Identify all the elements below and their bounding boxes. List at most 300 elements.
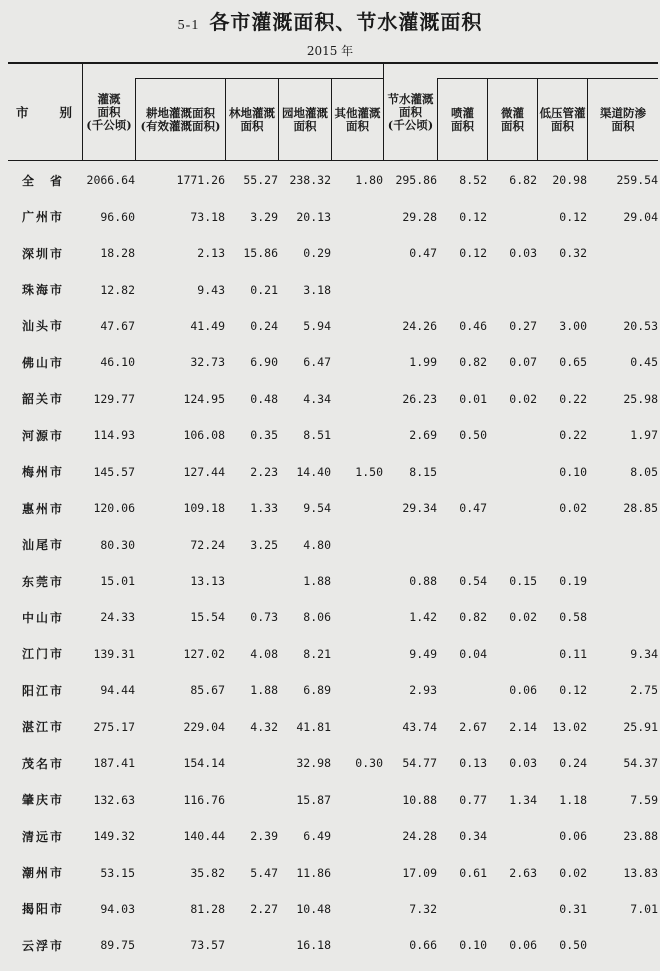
table-row [8, 381, 658, 417]
cell-value: 275.17 [93, 719, 135, 734]
header-line: (千公顷) [387, 117, 434, 132]
cell-value: 0.66 [409, 938, 437, 953]
cell-value: 0.02 [509, 610, 537, 625]
cell-value: 0.21 [250, 282, 278, 297]
cell-value: 0.61 [459, 865, 487, 880]
cell-value [487, 271, 537, 307]
cell-value: 0.45 [630, 355, 658, 370]
cell-value: 120.06 [93, 501, 135, 516]
header-farmland-irrigation [136, 79, 225, 160]
table-row [8, 854, 658, 890]
cell-value: 26.23 [402, 391, 437, 406]
cell-value: 13.13 [190, 574, 225, 589]
cell-value: 0.50 [459, 428, 487, 443]
cell-value [587, 599, 658, 635]
city-name: 汕尾市 [22, 538, 65, 553]
table-row [8, 891, 658, 927]
cell-value: 0.03 [509, 246, 537, 261]
city-name: 江门市 [22, 647, 65, 662]
header-sprinkler [438, 79, 487, 160]
cell-value: 127.02 [183, 646, 225, 661]
header-irrigation-area [83, 64, 135, 160]
header-city [8, 64, 82, 160]
cell-value: 0.12 [559, 209, 587, 224]
cell-value: 29.04 [623, 209, 658, 224]
cell-value [587, 563, 658, 599]
cell-value [437, 526, 487, 562]
cell-value: 0.06 [509, 938, 537, 953]
header-line: 耕地灌溉面积 [146, 105, 215, 120]
cell-value: 73.18 [190, 209, 225, 224]
header-bottom-rule [8, 160, 658, 161]
table-row [8, 636, 658, 672]
cell-value: 0.02 [559, 865, 587, 880]
cell-value: 0.88 [409, 574, 437, 589]
city-name: 揭阳市 [22, 902, 65, 917]
cell-value: 24.26 [402, 318, 437, 333]
cell-value: 0.02 [559, 501, 587, 516]
cell-value [487, 818, 537, 854]
city-name: 云浮市 [22, 938, 65, 953]
cell-value: 0.04 [459, 646, 487, 661]
cell-value: 7.59 [630, 792, 658, 807]
cell-value [331, 198, 383, 234]
cell-value: 29.34 [402, 501, 437, 516]
cell-value: 15.86 [243, 246, 278, 261]
header-line: 面积 [346, 118, 369, 133]
header-low-pressure-pipe [538, 79, 587, 160]
header-line: 面积 [399, 104, 422, 119]
cell-value [331, 271, 383, 307]
cell-value: 41.49 [190, 318, 225, 333]
cell-value: 0.47 [409, 246, 437, 261]
cell-value [331, 344, 383, 380]
header-line: 节水灌溉 [387, 91, 434, 106]
table-row [8, 672, 658, 708]
cell-value [331, 891, 383, 927]
cell-value: 32.73 [190, 355, 225, 370]
cell-value: 0.13 [459, 756, 487, 771]
cell-value [225, 781, 278, 817]
cell-value: 0.06 [559, 829, 587, 844]
city-name: 东莞市 [22, 574, 65, 589]
cell-value [331, 854, 383, 890]
cell-value: 132.63 [93, 792, 135, 807]
cell-value [487, 417, 537, 453]
cell-value: 0.82 [459, 355, 487, 370]
cell-value: 0.03 [509, 756, 537, 771]
cell-value [331, 526, 383, 562]
cell-value [225, 927, 278, 963]
cell-value: 0.12 [459, 246, 487, 261]
table-row [8, 308, 658, 344]
cell-value: 13.02 [552, 719, 587, 734]
cell-value: 0.47 [459, 501, 487, 516]
cell-value [331, 490, 383, 526]
cell-value: 72.24 [190, 537, 225, 552]
cell-value [487, 891, 537, 927]
cell-value: 9.54 [303, 501, 331, 516]
city-name: 肇庆市 [22, 793, 65, 808]
cell-value: 140.44 [183, 829, 225, 844]
header-line: 面积 [551, 118, 574, 133]
cell-value: 9.43 [197, 282, 225, 297]
cell-value: 89.75 [100, 938, 135, 953]
header-city-label: 市 别 [15, 104, 74, 120]
cell-value: 15.54 [190, 610, 225, 625]
cell-value [587, 927, 658, 963]
cell-value: 8.06 [303, 610, 331, 625]
city-name: 茂名市 [22, 756, 65, 771]
cell-value [331, 818, 383, 854]
cell-value: 15.87 [296, 792, 331, 807]
header-line: (千公顷) [86, 117, 132, 132]
city-name: 清远市 [22, 829, 65, 844]
cell-value: 54.77 [402, 756, 437, 771]
cell-value: 229.04 [183, 719, 225, 734]
header-line: 面积 [611, 118, 635, 133]
cell-value [437, 891, 487, 927]
cell-value: 6.82 [509, 173, 537, 188]
cell-value: 0.06 [509, 683, 537, 698]
header-line: 面积 [240, 118, 264, 133]
cell-value: 0.35 [250, 428, 278, 443]
cell-value: 149.32 [93, 829, 135, 844]
cell-value: 0.54 [459, 574, 487, 589]
cell-value: 8.51 [303, 428, 331, 443]
cell-value: 35.82 [190, 865, 225, 880]
cell-value [331, 417, 383, 453]
header-channel-seepage [588, 79, 658, 160]
cell-value: 25.91 [623, 719, 658, 734]
cell-value: 0.48 [250, 391, 278, 406]
cell-value [537, 271, 587, 307]
cell-value: 0.24 [250, 318, 278, 333]
cell-value: 16.18 [296, 938, 331, 953]
cell-value [225, 745, 278, 781]
cell-value [331, 599, 383, 635]
city-name: 河源市 [22, 428, 65, 443]
cell-value: 8.15 [409, 464, 437, 479]
cell-value: 20.98 [552, 173, 587, 188]
cell-value: 2.75 [630, 683, 658, 698]
cell-value: 139.31 [93, 646, 135, 661]
table-row [8, 454, 658, 490]
cell-value: 9.49 [409, 646, 437, 661]
header-line: 喷灌 [451, 105, 474, 120]
cell-value: 0.77 [459, 792, 487, 807]
table-row [8, 709, 658, 745]
cell-value: 106.08 [183, 428, 225, 443]
cell-value: 12.82 [100, 282, 135, 297]
cell-value [587, 235, 658, 271]
cell-value [225, 563, 278, 599]
cell-value: 1.97 [630, 428, 658, 443]
cell-value: 187.41 [93, 756, 135, 771]
table-row [8, 271, 658, 307]
header-garden-irrigation [279, 79, 331, 160]
cell-value: 3.00 [559, 318, 587, 333]
cell-value [331, 672, 383, 708]
cell-value: 1.42 [409, 610, 437, 625]
header-line: 面积 [451, 118, 474, 133]
table-title [0, 6, 660, 35]
cell-value: 2.13 [197, 246, 225, 261]
cell-value: 259.54 [616, 173, 658, 188]
cell-value: 6.49 [303, 829, 331, 844]
cell-value: 2.63 [509, 865, 537, 880]
header-line: 低压管灌 [539, 105, 586, 120]
cell-value: 0.29 [303, 246, 331, 261]
cell-value: 8.52 [459, 173, 487, 188]
table-row [8, 818, 658, 854]
cell-value: 2.67 [459, 719, 487, 734]
cell-value: 85.67 [190, 683, 225, 698]
header-line: 渠道防渗 [600, 105, 646, 120]
cell-value: 1.88 [303, 574, 331, 589]
cell-value [331, 308, 383, 344]
cell-value: 25.98 [623, 391, 658, 406]
table-row [8, 162, 658, 198]
cell-value: 6.89 [303, 683, 331, 698]
cell-value: 80.30 [100, 537, 135, 552]
table-row [8, 563, 658, 599]
table-row [8, 235, 658, 271]
cell-value: 4.32 [250, 719, 278, 734]
cell-value: 10.48 [296, 901, 331, 916]
cell-value: 1.33 [250, 501, 278, 516]
cell-value: 0.24 [559, 756, 587, 771]
cell-value: 0.50 [559, 938, 587, 953]
cell-value [487, 490, 537, 526]
cell-value: 8.05 [630, 464, 658, 479]
cell-value: 29.28 [402, 209, 437, 224]
cell-value: 2.27 [250, 901, 278, 916]
cell-value: 17.09 [402, 865, 437, 880]
city-name: 湛江市 [22, 720, 65, 735]
city-name: 惠州市 [22, 501, 65, 516]
cell-value: 96.60 [100, 209, 135, 224]
cell-value: 1.34 [509, 792, 537, 807]
cell-value [487, 454, 537, 490]
city-name: 佛山市 [22, 355, 65, 370]
cell-value: 6.47 [303, 355, 331, 370]
table-row [8, 198, 658, 234]
cell-value: 0.82 [459, 610, 487, 625]
cell-value: 0.11 [559, 646, 587, 661]
cell-value: 2.69 [409, 428, 437, 443]
cell-value: 54.37 [623, 756, 658, 771]
cell-value: 0.34 [459, 829, 487, 844]
cell-value: 0.65 [559, 355, 587, 370]
header-micro [488, 79, 537, 160]
cell-value: 0.12 [559, 683, 587, 698]
cell-value: 32.98 [296, 756, 331, 771]
city-name: 汕头市 [22, 319, 65, 334]
city-name: 全 省 [22, 173, 65, 188]
cell-value: 124.95 [183, 391, 225, 406]
cell-value: 6.90 [250, 355, 278, 370]
cell-value: 1.50 [355, 464, 383, 479]
cell-value: 0.31 [559, 901, 587, 916]
table-title-text: 各市灌溉面积、节水灌溉面积 [209, 10, 483, 34]
cell-value: 5.47 [250, 865, 278, 880]
cell-value: 23.88 [623, 829, 658, 844]
cell-value: 129.77 [93, 391, 135, 406]
cell-value: 0.30 [355, 756, 383, 771]
cell-value: 0.01 [459, 391, 487, 406]
cell-value: 94.03 [100, 901, 135, 916]
cell-value [331, 235, 383, 271]
cell-value: 145.57 [93, 464, 135, 479]
cell-value: 14.40 [296, 464, 331, 479]
table-row [8, 490, 658, 526]
city-name: 梅州市 [22, 465, 65, 480]
cell-value [437, 271, 487, 307]
cell-value: 28.85 [623, 501, 658, 516]
cell-value: 8.21 [303, 646, 331, 661]
cell-value: 55.27 [243, 173, 278, 188]
cell-value: 0.32 [559, 246, 587, 261]
cell-value: 0.22 [559, 391, 587, 406]
cell-value: 4.08 [250, 646, 278, 661]
city-name: 广州市 [22, 210, 65, 225]
table-row [8, 344, 658, 380]
cell-value: 4.34 [303, 391, 331, 406]
cell-value: 3.18 [303, 282, 331, 297]
table-number: 5-1 [177, 18, 200, 33]
header-forest-irrigation [226, 79, 278, 160]
cell-value: 20.13 [296, 209, 331, 224]
cell-value: 7.32 [409, 901, 437, 916]
cell-value [437, 454, 487, 490]
header-line: 面积 [97, 104, 121, 119]
cell-value: 1.88 [250, 683, 278, 698]
cell-value: 43.74 [402, 719, 437, 734]
cell-value: 0.07 [509, 355, 537, 370]
cell-value: 0.12 [459, 209, 487, 224]
cell-value: 0.22 [559, 428, 587, 443]
header-water-saving-area [384, 64, 437, 160]
city-name: 韶关市 [22, 392, 65, 407]
cell-value: 2.14 [509, 719, 537, 734]
cell-value: 3.25 [250, 537, 278, 552]
cell-value: 2066.64 [86, 173, 135, 188]
cell-value: 0.10 [559, 464, 587, 479]
cell-value [331, 927, 383, 963]
city-name: 珠海市 [22, 283, 65, 298]
cell-value [487, 198, 537, 234]
cell-value: 109.18 [183, 501, 225, 516]
header-line: 林地灌溉 [229, 105, 275, 120]
header-other-irrigation [332, 79, 383, 160]
cell-value: 41.81 [296, 719, 331, 734]
city-name: 潮州市 [22, 866, 65, 881]
header-line: 园地灌溉 [282, 105, 328, 120]
cell-value: 1.18 [559, 792, 587, 807]
table-year: 2015 年 [306, 44, 354, 58]
cell-value [383, 526, 437, 562]
table-row [8, 417, 658, 453]
cell-value: 238.32 [289, 173, 331, 188]
cell-value: 0.15 [509, 574, 537, 589]
header-line: 微灌 [501, 105, 524, 120]
cell-value [331, 636, 383, 672]
data-table [8, 162, 658, 964]
cell-value: 53.15 [100, 865, 135, 880]
city-name: 中山市 [22, 610, 65, 625]
cell-value: 0.73 [250, 610, 278, 625]
cell-value: 1771.26 [176, 173, 225, 188]
table-row [8, 599, 658, 635]
cell-value: 0.27 [509, 318, 537, 333]
cell-value: 2.39 [250, 829, 278, 844]
cell-value [487, 526, 537, 562]
city-name: 深圳市 [22, 246, 65, 261]
table-row [8, 745, 658, 781]
header-line: (有效灌溉面积) [140, 118, 221, 133]
cell-value: 1.99 [409, 355, 437, 370]
cell-value [331, 381, 383, 417]
cell-value: 10.88 [402, 792, 437, 807]
header-line: 面积 [293, 118, 317, 133]
cell-value: 18.28 [100, 246, 135, 261]
cell-value [587, 271, 658, 307]
cell-value: 9.34 [630, 646, 658, 661]
cell-value [587, 526, 658, 562]
cell-value: 24.33 [100, 610, 135, 625]
cell-value [331, 709, 383, 745]
cell-value: 2.93 [409, 683, 437, 698]
cell-value: 24.28 [402, 829, 437, 844]
header-line: 面积 [501, 118, 524, 133]
table-row [8, 927, 658, 963]
cell-value: 73.57 [190, 938, 225, 953]
cell-value: 7.01 [630, 901, 658, 916]
cell-value: 15.01 [100, 574, 135, 589]
cell-value: 81.28 [190, 901, 225, 916]
cell-value [537, 526, 587, 562]
cell-value: 46.10 [100, 355, 135, 370]
cell-value: 116.76 [183, 792, 225, 807]
table-row [8, 781, 658, 817]
cell-value: 3.29 [250, 209, 278, 224]
cell-value: 295.86 [395, 173, 437, 188]
cell-value [331, 781, 383, 817]
cell-value: 4.80 [303, 537, 331, 552]
cell-value [437, 672, 487, 708]
cell-value: 154.14 [183, 756, 225, 771]
cell-value [383, 271, 437, 307]
cell-value: 0.10 [459, 938, 487, 953]
cell-value: 127.44 [183, 464, 225, 479]
cell-value: 11.86 [296, 865, 331, 880]
cell-value: 5.94 [303, 318, 331, 333]
cell-value: 47.67 [100, 318, 135, 333]
cell-value: 0.46 [459, 318, 487, 333]
header-line: 其他灌溉 [334, 105, 381, 120]
cell-value: 0.19 [559, 574, 587, 589]
cell-value: 94.44 [100, 683, 135, 698]
table-body [8, 162, 658, 964]
table-row [8, 526, 658, 562]
cell-value: 13.83 [623, 865, 658, 880]
cell-value: 2.23 [250, 464, 278, 479]
cell-value: 0.02 [509, 391, 537, 406]
cell-value: 114.93 [93, 428, 135, 443]
cell-value [331, 563, 383, 599]
city-name: 阳江市 [22, 683, 65, 698]
